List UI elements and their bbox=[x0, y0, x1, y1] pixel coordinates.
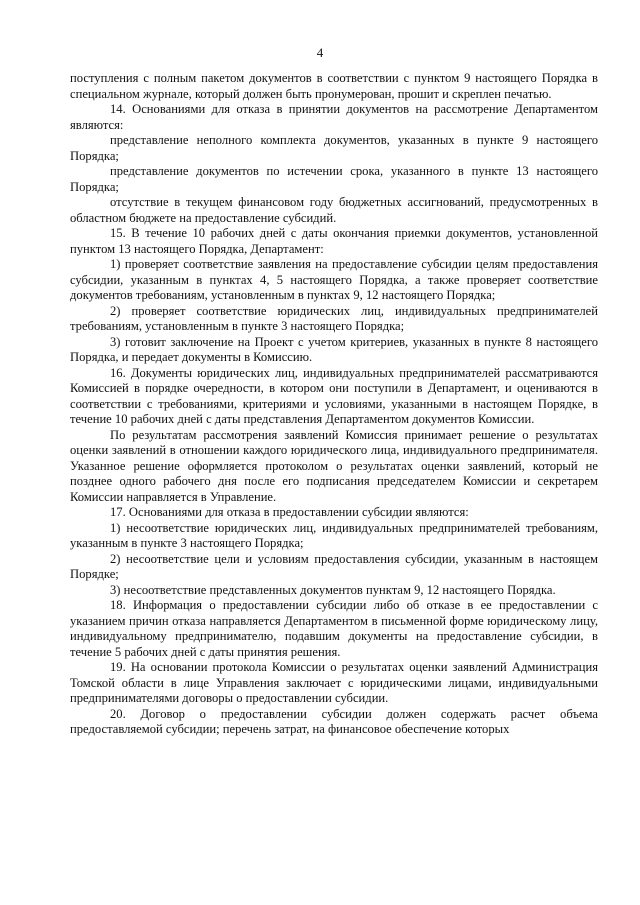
paragraph-14-item-3: отсутствие в текущем финансовом году бюджетных ассигнований, предусмотренных в областном бюджете на предоставление субсидий. bbox=[70, 195, 598, 225]
paragraph-14-item-1: представление неполного комплекта документов, указанных в пункте 9 настоящего Порядка; bbox=[70, 133, 598, 163]
paragraph-17-item-1: 1) несоответствие юридических лиц, индивидуальных предпринимателей требованиям, указанным в пункте 3 настоящего Порядка; bbox=[70, 520, 598, 550]
paragraph-19: 19. На основании протокола Комиссии о результатах оценки заявлений Администрация Томской области в лице Управления заключает с юридическими лицами, индивидуальными предпринимателями договоры о предоставлении субсидии. bbox=[70, 660, 598, 705]
page-number: 4 bbox=[316, 45, 324, 60]
paragraph-16-decision: По результатам рассмотрения заявлений Комиссия принимает решение о результатах оценки заявлений в отношении каждого юридического лица, индивидуального предпринимателя. Указанное решение оформляется протоколом о результатах оценки заявлений, который не позднее одного рабочего дня после его подписания председателем Комиссии и секретарем Комиссии направляется в Управление. bbox=[70, 427, 598, 504]
paragraph-18: 18. Информация о предоставлении субсидии либо об отказе в ее предоставлении с указанием причин отказа направляется Департаментом в письменной форме юридическому лицу, индивидуальному предпринимателю, подавшим документы на предоставление субсидии, в течение 5 рабочих дней с даты принятия решения. bbox=[70, 598, 598, 659]
paragraph-17: 17. Основаниями для отказа в предоставлении субсидии являются: bbox=[110, 505, 469, 519]
paragraph-14: 14. Основаниями для отказа в принятии документов на рассмотрение Департаментом являются: bbox=[70, 102, 598, 132]
paragraph-15: 15. В течение 10 рабочих дней с даты окончания приемки документов, установленной пунктом 13 настоящего Порядка, Департамент: bbox=[70, 226, 598, 256]
paragraph-20: 20. Договор о предоставлении субсидии должен содержать расчет объема предоставляемой субсидии; перечень затрат, на финансовое обеспечение которых bbox=[70, 706, 598, 736]
paragraph-15-item-1: 1) проверяет соответствие заявления на предоставление субсидии целям предоставления субсидии, указанным в пунктах 4, 5 настоящего Порядка, а также проверяет соответствие документов требованиям, установленным в пунктах 9, 12 настоящего Порядка; bbox=[70, 257, 598, 302]
paragraph-17-item-2: 2) несоответствие цели и условиям предоставления субсидии, указанным в настоящем Порядке; bbox=[70, 551, 598, 581]
paragraph-15-item-3: 3) готовит заключение на Проект с учетом критериев, указанных в пункте 8 настоящего Порядка, и передает документы в Комиссию. bbox=[70, 334, 598, 364]
paragraph-16: 16. Документы юридических лиц, индивидуальных предпринимателей рассматриваются Комиссией в порядке очередности, в котором они поступили в Департамент, и оцениваются в соответствии с требованиями, критериями и условиями, указанными в настоящем Порядке, в течение 10 рабочих дней с даты представления Департаментом документов Комиссии. bbox=[70, 365, 598, 426]
paragraph-15-item-2: 2) проверяет соответствие юридических лиц, индивидуальных предпринимателей требованиям, установленным в пункте 3 настоящего Порядка; bbox=[70, 303, 598, 333]
document-body bbox=[70, 71, 598, 738]
paragraph-continuation: поступления с полным пакетом документов в соответствии с пунктом 9 настоящего Порядка в специальном журнале, который должен быть пронумерован, прошит и скреплен печатью. bbox=[70, 71, 598, 101]
paragraph-14-item-2: представление документов по истечении срока, указанного в пункте 13 настоящего Порядка; bbox=[70, 164, 598, 194]
paragraph-17-item-3: 3) несоответствие представленных документов пунктам 9, 12 настоящего Порядка. bbox=[110, 582, 556, 597]
